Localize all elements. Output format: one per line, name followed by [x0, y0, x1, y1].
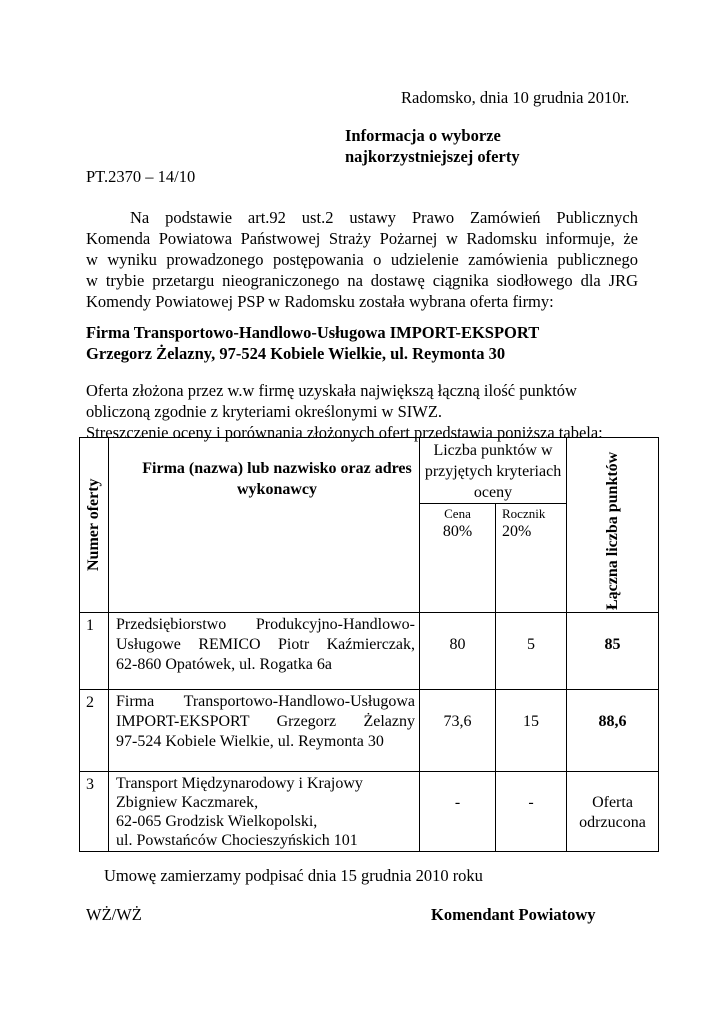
header-number	[80, 438, 109, 613]
row-year-points: 5	[496, 613, 567, 690]
contract-date-note: Umowę zamierzamy podpisać dnia 15 grudnia 2010 roku	[104, 866, 483, 885]
header-points-label: Liczba punktów w przyjętych kryteriach oceny	[424, 442, 562, 501]
company-line: Usługowe REMICO Piotr Kaźmierczak,	[116, 636, 415, 653]
company-line: Przedsiębiorstwo Produkcyjno-Handlowo-	[116, 616, 415, 633]
header-company-label: Firma (nazwa) lub nazwisko oraz adres wykonawcy	[142, 460, 412, 498]
company-line: 97-524 Kobiele Wielkie, ul. Reymonta 30	[116, 733, 384, 750]
criterion-year-weight: 20%	[502, 523, 532, 540]
winner-line1: Firma Transportowo-Handlowo-Usługowa IMPORT-EKSPORT	[86, 323, 540, 342]
intro-line: Komenda Powiatowa Państwowej Straży Pożarnej w Radomsku informuje, że	[86, 229, 638, 248]
document-title-line1: Informacja o wyborze	[345, 126, 501, 145]
company-line: 62-065 Grodzisk Wielkopolski,	[116, 813, 318, 830]
summary-line: obliczoną zgodnie z kryteriami określonymi w SIWZ.	[86, 402, 443, 421]
criterion-price-label: Cena	[444, 506, 471, 521]
row-total-status	[567, 772, 659, 852]
row-company	[109, 613, 420, 690]
intro-line: Komendy Powiatowej PSP w Radomsku została wybrana oferta firmy:	[86, 292, 554, 311]
reference-number: PT.2370 – 14/10	[86, 167, 196, 186]
summary-line: Oferta złożona przez w.w firmę uzyskała największą łączną ilość punktów	[86, 381, 577, 400]
row-company	[109, 690, 420, 772]
signatory-title: Komendant Powiatowy	[431, 905, 596, 924]
header-company	[109, 438, 420, 613]
intro-line: Na podstawie art.92 ust.2 ustawy Prawo Zamówień Publicznych	[130, 208, 638, 227]
row-price-points: 80	[420, 613, 496, 690]
company-line: Zbigniew Kaczmarek,	[116, 794, 259, 811]
evaluation-table	[79, 437, 659, 852]
intro-line: w wyniku prowadzonego postępowania o udzielenie zamówienia publicznego	[86, 250, 638, 269]
total-status-line1: Oferta	[592, 794, 633, 811]
row-number: 1	[80, 613, 109, 690]
table-row	[80, 772, 659, 852]
row-price-points: -	[420, 772, 496, 852]
row-year-points: -	[496, 772, 567, 852]
header-total-label: Łączna liczba punktów	[603, 451, 621, 610]
document-title-line2: najkorzystniejszej oferty	[345, 147, 520, 166]
row-total-points: 85	[567, 613, 659, 690]
company-line: Transport Międzynarodowy i Krajowy	[116, 775, 363, 792]
table-header-row	[80, 438, 659, 504]
place-date: Radomsko, dnia 10 grudnia 2010r.	[401, 88, 630, 107]
summary-paragraph	[86, 380, 638, 443]
intro-line: w trybie przetargu nieograniczonego na dostawę ciągnika siodłowego dla JRG	[86, 271, 638, 290]
company-line: 62-860 Opatówek, ul. Rogatka 6a	[116, 656, 332, 673]
winner-line2: Grzegorz Żelazny, 97-524 Kobiele Wielkie, ul. Reymonta 30	[86, 344, 506, 363]
intro-paragraph	[86, 207, 638, 312]
row-number: 3	[80, 772, 109, 852]
criterion-price-weight: 80%	[442, 523, 473, 540]
criterion-price	[420, 504, 496, 613]
author-initials: WŻ/WŻ	[86, 905, 142, 924]
criterion-year	[496, 504, 567, 613]
table-row	[80, 613, 659, 690]
row-company	[109, 772, 420, 852]
criterion-year-label: Rocznik	[502, 506, 546, 521]
total-status-line2: odrzucona	[579, 814, 646, 831]
company-line: ul. Powstańców Chocieszyńskich 101	[116, 832, 358, 849]
header-total	[567, 438, 659, 613]
row-year-points: 15	[496, 690, 567, 772]
summary-line: Streszczenie oceny i porównania złożonych ofert przedstawia poniższa tabela:	[86, 423, 603, 442]
company-line: IMPORT-EKSPORT Grzegorz Żelazny	[116, 713, 415, 730]
row-number: 2	[80, 690, 109, 772]
row-total-points: 88,6	[567, 690, 659, 772]
company-line: Firma Transportowo-Handlowo-Usługowa	[116, 693, 415, 710]
table-row	[80, 690, 659, 772]
row-price-points: 73,6	[420, 690, 496, 772]
header-points	[420, 438, 567, 504]
header-number-label: Numer oferty	[85, 478, 102, 572]
